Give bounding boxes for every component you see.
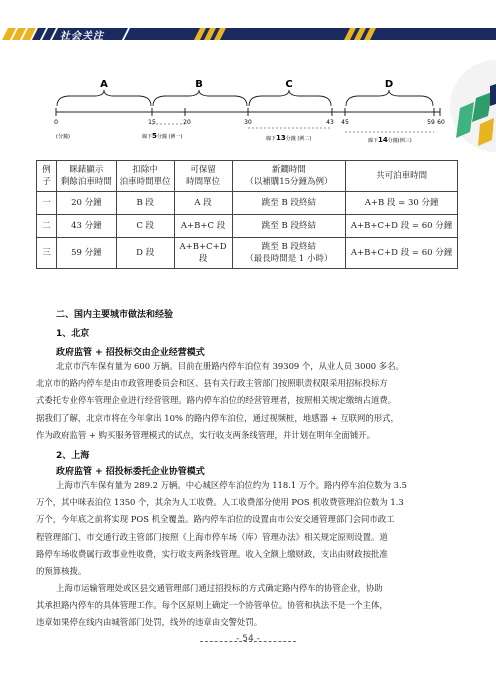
table-cell: B 段 — [116, 192, 174, 215]
shanghai-heading: 2、上海 — [56, 451, 90, 461]
beijing-line-3: 式委托专业停车管理企业进行经营管理。路内停车泊位的经营管理者，按照相关规定缴纳占道费。 — [36, 395, 397, 406]
table-cell: A 段 — [174, 192, 232, 215]
shanghai-line: 的预算核拨。 — [36, 566, 87, 577]
header-section-label: 社会关注 — [60, 31, 104, 42]
col-header: 新鐧時間 （以補購15分鐘為例） — [232, 161, 346, 192]
tick-60: 60 — [437, 119, 445, 126]
shanghai-line: 程管理部门、市交通行政主管部门按照《上海市停车场（库）管理办法》相关规定原则设置。道 — [36, 531, 388, 542]
tick-45: 45 — [341, 119, 349, 126]
page-number: - 54 - — [236, 634, 260, 644]
table-row — [37, 192, 458, 215]
shanghai-line: 万个，今年底之前将实现 POS 机全覆盖。路内停车泊位的设置由市公安交通管理部门会同市政工 — [36, 514, 395, 525]
beijing-line-1: 北京市汽车保有量为 600 万辆。目前在册路内停车泊位有 39309 个，从业人员 3000 多名。 — [56, 361, 404, 371]
col-header: 共可泊車時間 — [346, 161, 458, 192]
table-cell: 二 — [37, 215, 57, 238]
table-row — [37, 215, 458, 238]
table-cell: C 段 — [116, 215, 174, 238]
table-cell: 跳至 B 段終結 （最長時間是 1 小時） — [232, 238, 346, 269]
time-segment-diagram — [30, 76, 470, 146]
shanghai-model: 政府监管 + 招投标委托企业协管模式 — [56, 467, 205, 477]
table-row — [37, 238, 458, 269]
note-ex1-pre: 線下 — [142, 134, 153, 140]
col-header: 例子 — [37, 161, 57, 192]
shanghai-line: 其承担路内停车的具体管理工作。每个区原则上确定一个协管单位。协管和执法不是一个主体， — [36, 600, 388, 611]
table-cell: A+B+C+D 段 = 60 分鐘 — [346, 238, 458, 269]
section-title: 二、国内主要城市做法和经验 — [56, 310, 174, 320]
table-cell: 20 分鐘 — [56, 192, 116, 215]
timeline-unit-note: (分鐘) — [56, 134, 70, 140]
tick-43: 43 — [326, 119, 334, 126]
note-ex1-num: 5 — [152, 132, 157, 140]
tick-15: 15 — [148, 119, 156, 126]
segment-label-a: A — [100, 79, 108, 90]
table-cell: 一 — [37, 192, 57, 215]
tick-20: 20 — [183, 119, 191, 126]
table-cell: A+B+C 段 — [174, 215, 232, 238]
table-cell: 跳至 B 段終結 — [232, 215, 346, 238]
table-cell: A+B+C+D 段 = 60 分鐘 — [346, 215, 458, 238]
col-header: 可保留 時間單位 — [174, 161, 232, 192]
segment-label-d: D — [384, 79, 394, 90]
beijing-paragraph — [36, 358, 460, 444]
segment-label-c: C — [285, 79, 293, 90]
beijing-model: 政府监管 + 招投标交由企业经营模式 — [56, 348, 205, 358]
shanghai-line: 万个，其中咪表泊位 1350 个，其余为人工收费。人工收费部分使用 POS 机收费管理泊位数为 1.3 — [36, 497, 404, 508]
note-ex2-post: 分鐘 (例二) — [285, 136, 312, 142]
note-ex1-post: 分鐘 (例一) — [156, 134, 183, 140]
tick-0: 0 — [54, 119, 58, 126]
note-ex3-num: 14 — [378, 136, 388, 144]
note-ex3-post: 分鐘(例三) — [387, 138, 412, 144]
table-cell: 跳至 B 段終結 — [232, 192, 346, 215]
table-cell: 三 — [37, 238, 57, 269]
svg-text:線下13分鐘 (例二) — [266, 134, 311, 142]
table-header-row — [37, 161, 458, 192]
shanghai-paragraph-2 — [36, 580, 460, 632]
note-ex2-num: 13 — [276, 134, 286, 142]
shanghai-line: 上海市汽车保有量为 289.2 万辆。中心城区停车泊位约为 118.1 万个。路内停车泊位数为 3.5 — [56, 480, 407, 490]
tick-30: 30 — [244, 119, 252, 126]
note-ex2-pre: 線下 — [266, 136, 277, 142]
note-ex3-pre: 線下 — [368, 138, 379, 144]
col-header: 眯錶顯示 剩餘泊車時間 — [56, 161, 116, 192]
beijing-line-2: 北京市的路内停车是由市政管理委员会和区、县有关行政主管部门按照职责权限采用招标投标方 — [36, 378, 388, 389]
svg-text:線下5分鐘 (例一) — [142, 132, 182, 140]
svg-text:線下14分鐘(例三) — [368, 136, 412, 144]
parking-time-table — [36, 160, 458, 269]
beijing-line-4: 据我们了解，北京市将在今年拿出 10% 的路内停车泊位，通过视频桩，地感器 + 互联网的形式， — [36, 412, 399, 423]
table-cell: D 段 — [116, 238, 174, 269]
shanghai-paragraph-1 — [36, 477, 460, 580]
shanghai-line: 违章如果停在线内由城管部门处罚，线外的违章由交警处罚。 — [36, 617, 263, 628]
shanghai-line: 路停车场收费属行政事业性收费，实行收支两条线管理。收入全额上缴财政，支出由财政按批准 — [36, 548, 388, 559]
table-cell: 59 分鐘 — [56, 238, 116, 269]
shanghai-line: 上海市运输管理处或区县交通管理部门通过招投标的方式确定路内停车的协管企业，协助 — [56, 583, 383, 593]
beijing-line-5: 作为政府监管 + 购买服务管理模式的试点，实行收支两条线管理，并计划在明年全面铺开。 — [36, 429, 375, 440]
table-cell: A+B 段 = 30 分鐘 — [346, 192, 458, 215]
table-cell: 43 分鐘 — [56, 215, 116, 238]
segment-label-b: B — [195, 79, 203, 90]
col-header: 扣除中 泊車時間單位 — [116, 161, 174, 192]
beijing-heading: 1、北京 — [56, 329, 90, 339]
tick-59: 59 — [427, 119, 435, 126]
table-cell: A+B+C+D 段 — [174, 238, 232, 269]
